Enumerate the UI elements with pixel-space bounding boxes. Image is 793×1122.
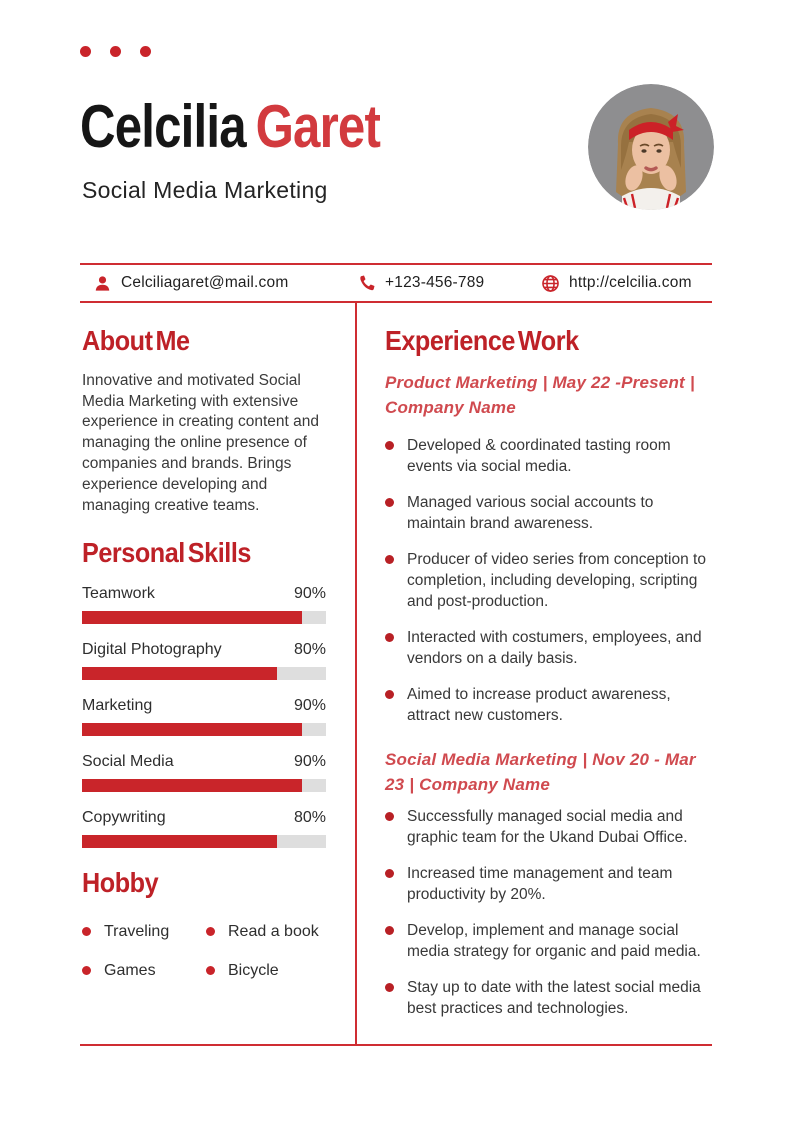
bullet-icon (385, 633, 394, 642)
skill-row (82, 753, 326, 792)
skill-bar-fill (82, 723, 302, 736)
bullet-item (385, 863, 710, 905)
bullet-icon (385, 690, 394, 699)
right-column (385, 301, 710, 1034)
skill-bar-track (82, 611, 326, 624)
website-text: http://celcilia.com (569, 274, 692, 291)
skill-percent: 90% (293, 585, 326, 603)
bullet-icon (82, 966, 91, 975)
hobby-label: Games (104, 961, 156, 979)
skill-label: Teamwork (82, 585, 155, 603)
skill-bar-fill (82, 667, 277, 680)
bullet-item (385, 684, 710, 726)
bullet-icon (385, 869, 394, 878)
bullet-icon (82, 927, 91, 936)
hobby-label: Bicycle (228, 961, 279, 979)
dot-icon (80, 46, 91, 57)
job-title: Product Marketing | May 22 -Present | Company Name (385, 372, 695, 417)
bullet-text: Aimed to increase product awareness, attract new customers. (407, 685, 671, 724)
skill-bar-track (82, 835, 326, 848)
bullet-item (385, 435, 710, 477)
hobby-item (82, 923, 206, 941)
skill-row (82, 585, 326, 624)
globe-icon (541, 274, 560, 293)
dot-icon (140, 46, 151, 57)
profile-photo-illustration (588, 84, 714, 210)
skill-bar-track (82, 779, 326, 792)
hobby-heading: Hobby (82, 867, 159, 899)
experience-heading: Experience Work (385, 325, 579, 356)
contact-phone (358, 265, 484, 301)
decorative-dots (80, 46, 151, 57)
email-text: Celciliagaret@mail.com (121, 274, 289, 291)
bullet-text: Producer of video series from conception to completion, including developing, scripting and post-production. (407, 550, 706, 610)
job-title-subtitle: Social Media Marketing (82, 177, 328, 203)
person-name (80, 94, 380, 160)
skill-label: Marketing (82, 697, 153, 715)
column-divider (355, 301, 357, 1044)
bullet-item (385, 806, 710, 848)
bullet-icon (206, 966, 215, 975)
bullet-icon (385, 498, 394, 507)
hobby-item (206, 962, 326, 980)
bullet-item (385, 627, 710, 669)
skill-label: Social Media (82, 753, 174, 771)
bullet-icon (385, 983, 394, 992)
skill-bar-fill (82, 835, 277, 848)
bullet-text: Stay up to date with the latest social media best practices and technologies. (407, 978, 701, 1017)
skill-label: Copywriting (82, 809, 166, 827)
bullet-icon (385, 441, 394, 450)
job-bullet-list (385, 806, 710, 1019)
hobby-list (82, 923, 326, 980)
bullet-icon (206, 927, 215, 936)
hobby-label: Traveling (104, 922, 170, 940)
bullet-text: Successfully managed social media and graphic team for the Ukand Dubai Office. (407, 807, 688, 846)
bullet-text: Develop, implement and manage social media strategy for organic and paid media. (407, 921, 701, 960)
skill-bar-track (82, 667, 326, 680)
contact-bar (80, 263, 712, 303)
skill-label: Digital Photography (82, 641, 222, 659)
bullet-text: Managed various social accounts to maintain brand awareness. (407, 493, 654, 532)
skill-row (82, 641, 326, 680)
bullet-item (385, 977, 710, 1019)
about-text: Innovative and motivated Social Media Marketing with extensive experience in creating content and managing the online presence of companies and brands. Brings experience developing and managing creative teams. (82, 371, 319, 514)
profile-photo (588, 84, 714, 210)
bullet-text: Increased time management and team productivity by 20%. (407, 864, 673, 903)
bottom-divider (80, 1044, 712, 1046)
bullet-item (385, 920, 710, 962)
dot-icon (110, 46, 121, 57)
skill-row (82, 809, 326, 848)
skill-row (82, 697, 326, 736)
skill-percent: 80% (293, 641, 326, 659)
hobby-item (206, 923, 326, 941)
phone-text: +123-456-789 (385, 274, 485, 291)
bullet-icon (385, 926, 394, 935)
bullet-icon (385, 555, 394, 564)
person-icon (93, 274, 112, 293)
skill-bar-fill (82, 779, 302, 792)
skill-percent: 90% (293, 753, 326, 771)
bullet-text: Interacted with costumers, employees, and vendors on a daily basis. (407, 628, 702, 667)
left-column (82, 301, 326, 980)
skill-bar-track (82, 723, 326, 736)
phone-icon (358, 274, 376, 292)
skill-percent: 80% (293, 809, 326, 827)
skill-percent: 90% (293, 697, 326, 715)
job-bullet-list (385, 435, 710, 726)
skills-heading: Personal Skills (82, 537, 251, 569)
bullet-icon (385, 812, 394, 821)
skill-bar-fill (82, 611, 302, 624)
skills-list (82, 585, 326, 848)
contact-website (541, 265, 692, 301)
first-name: Celcilia (80, 93, 246, 160)
job-title: Social Media Marketing | Nov 20 - Mar 23 | Company Name (385, 749, 696, 794)
bullet-item (385, 549, 710, 612)
bullet-item (385, 492, 710, 534)
contact-email (93, 265, 288, 301)
hobby-item (82, 962, 206, 980)
bullet-text: Developed & coordinated tasting room events via social media. (407, 436, 671, 475)
about-heading: About Me (82, 325, 190, 356)
hobby-label: Read a book (228, 922, 319, 940)
last-name: Garet (255, 93, 381, 160)
